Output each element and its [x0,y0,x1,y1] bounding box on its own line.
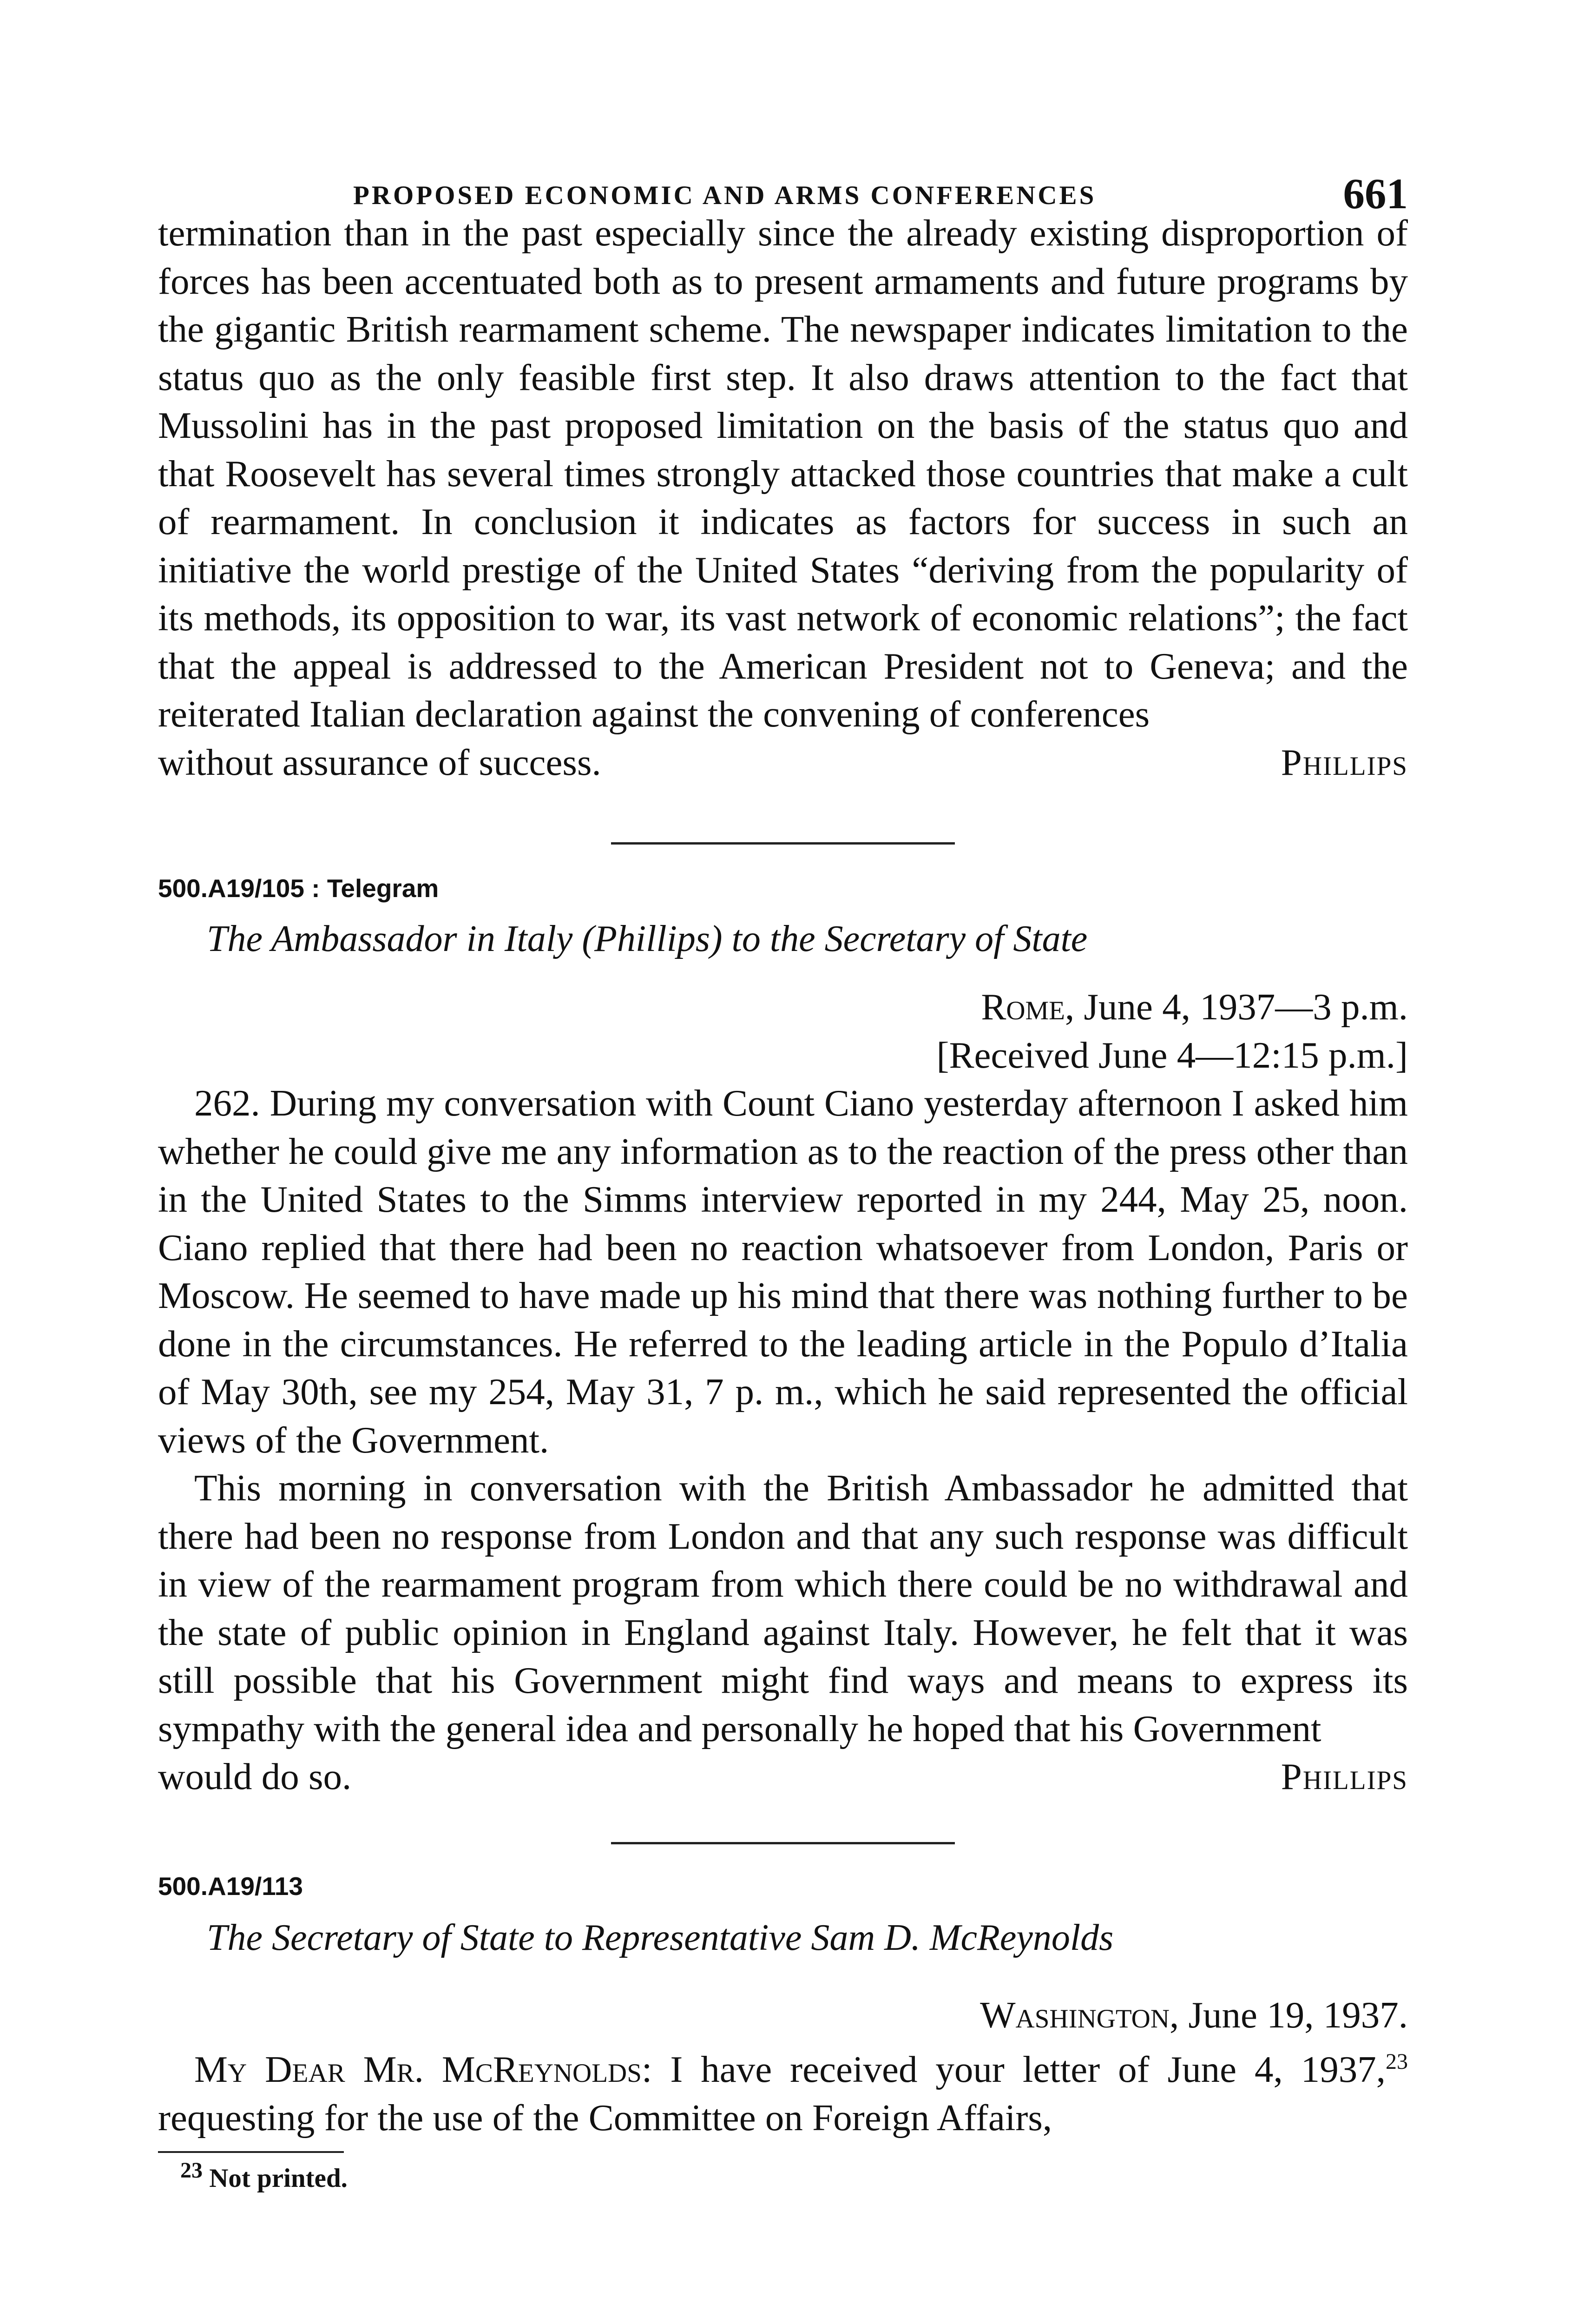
closing-line [158,1753,1408,1801]
page-number: 661 [1343,170,1408,218]
closing-line [158,739,1408,787]
signature: Phillips [1281,1756,1408,1797]
footnote-text: Not printed. [209,2164,348,2193]
body-paragraph: This morning in conversation with the British Ambassador he admitted that there had been no response from London and that any such response was difficult in view of the rearmament program from which there could be no withdrawal and the state of public opinion in England against Italy. However, he felt that it was still possible that his Government might find ways and means to express its sympathy with the general idea and personally he hoped that his Government [158,1467,1408,1750]
letter-text: requesting for the use of the Committee on Foreign Affairs, [158,2096,1052,2139]
closing-text: without assurance of success. [158,741,601,783]
letter-text: : I have received your letter of June 4, 1937, [641,2048,1386,2090]
dateline-place: Washington [980,1994,1170,2036]
body-paragraph-continued: termination than in the past especially since the already existing disproportion of forces has been accentuated both as to present armaments and future programs by the gigantic British rearmament scheme. The newspaper indicates limitation to the status quo as the only feasible first step. It also draws attention to the fact that Mussolini has in the past proposed limitation on the basis of the status quo and that Roosevelt has several times strongly attacked those countries that make a cult of rearmament. In conclusion it indicates as factors for success in such an initiative the world prestige of the United States “deriving from the popularity of its methods, its opposition to war, its vast network of economic relations”; the fact that the appeal is addressed to the American President not to Geneva; and the reiterated Italian declaration against the convening of conferences [158,212,1408,735]
file-reference: 500.A19/113 [158,1871,303,1901]
letter-opening [158,2046,1408,2142]
document-title: The Secretary of State to Representative Sam D. McReynolds [207,1917,1114,1958]
dateline-place: Rome [981,986,1065,1028]
received-line: [Received June 4—12:15 p.m.] [936,1034,1408,1076]
document-page [158,153,1408,2193]
footnote-marker: 23 [180,2158,203,2183]
page-header [158,153,1408,218]
dateline [158,1991,1408,2040]
footnote [180,2158,1408,2193]
dateline [158,983,1408,1031]
body-paragraph: 262. During my conversation with Count Ciano yesterday afternoon I asked him whether he could give me any information as to the reaction of the press other than in the United States to the Simms interview reported in my 244, May 25, noon. Ciano replied that there had been no reaction whatsoever from London, Paris or Moscow. He seemed to have made up his mind that there was nothing further to be done in the circumstances. He referred to the leading article in the Populo d’Italia of May 30th, see my 254, May 31, 7 p. m., which he said represented the official views of the Government. [158,1082,1408,1461]
document-title: The Ambassador in Italy (Phillips) to the Secretary of State [207,918,1088,959]
dateline-date: , June 4, 1937—3 p.m. [1065,986,1408,1028]
file-reference: 500.A19/105 : Telegram [158,874,439,903]
salutation: My Dear Mr. McReynolds [194,2048,642,2090]
dateline-date: , June 19, 1937. [1170,1994,1408,2036]
running-title: PROPOSED ECONOMIC AND ARMS CONFERENCES [353,181,1097,210]
footnote-reference: 23 [1386,2049,1408,2074]
signature: Phillips [1281,741,1408,783]
closing-text: would do so. [158,1756,352,1797]
